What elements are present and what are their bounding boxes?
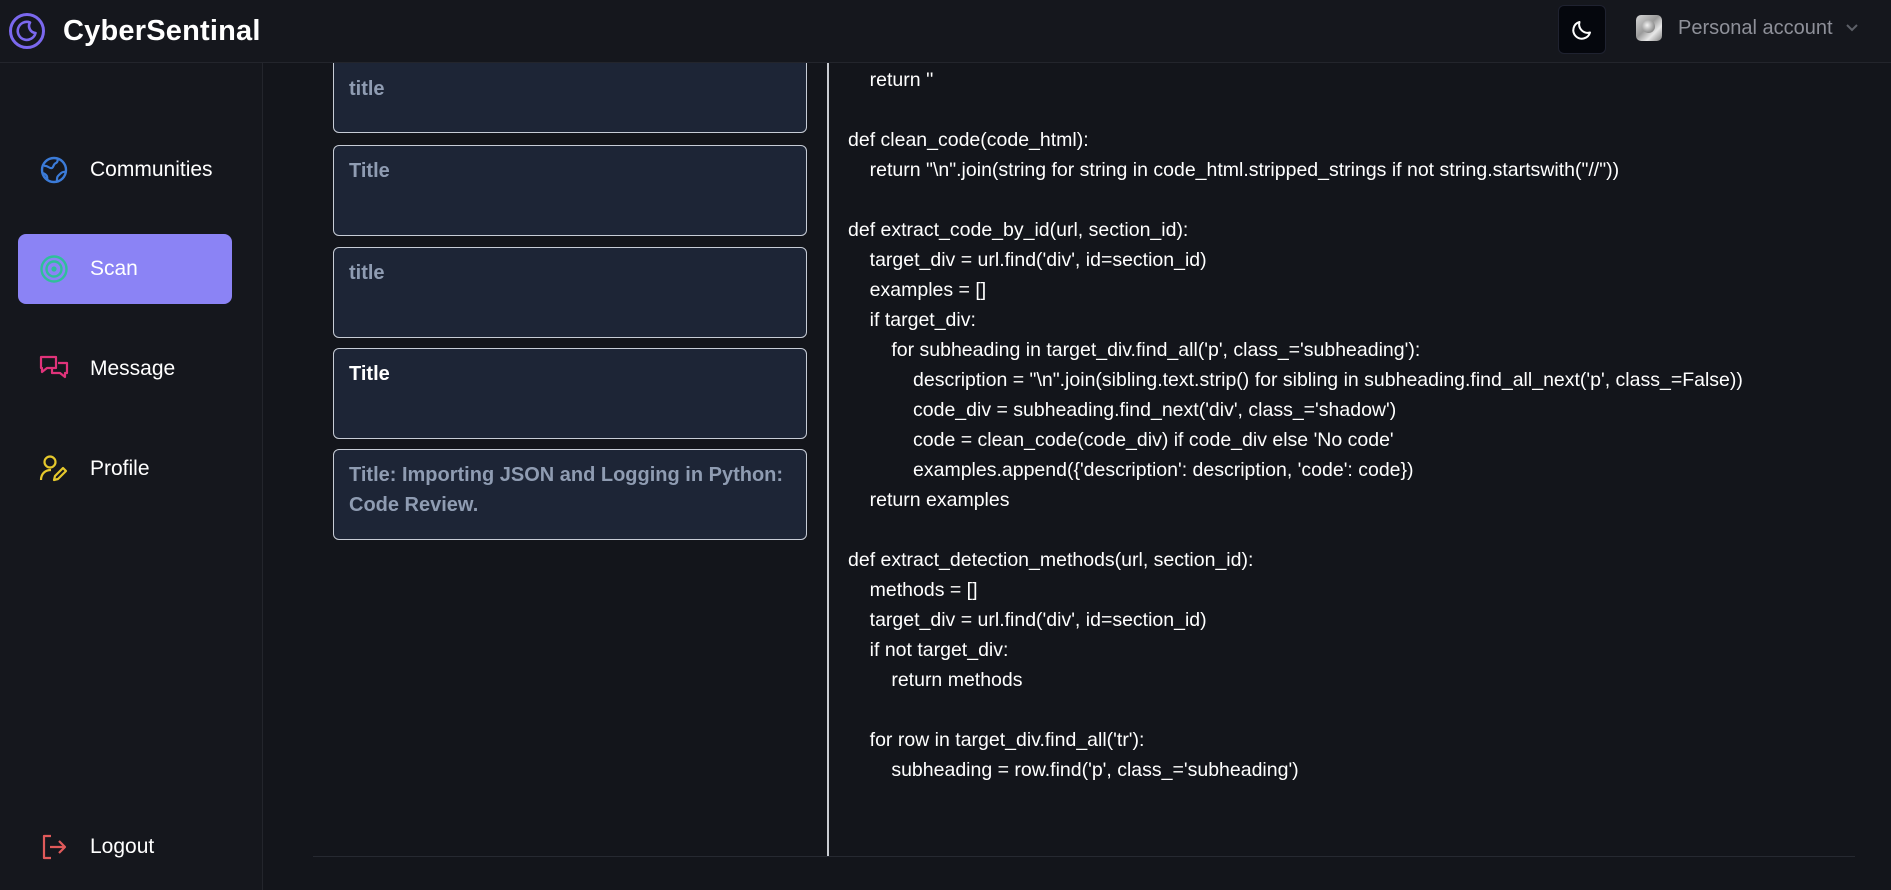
chat-bubbles-icon [38, 353, 70, 385]
code-line: def extract_detection_methods(url, section_id): [848, 549, 1254, 571]
chevron-down-icon [1845, 23, 1859, 33]
top-bar [0, 0, 1891, 63]
account-menu[interactable] [1636, 15, 1859, 41]
theme-toggle-button[interactable] [1558, 5, 1606, 54]
code-line: return examples [848, 489, 1010, 511]
scan-card[interactable] [333, 247, 807, 338]
code-line: def extract_code_by_id(url, section_id): [848, 219, 1189, 241]
logout-icon [38, 831, 70, 863]
avatar [1636, 15, 1662, 41]
scan-card-title: title [349, 78, 385, 100]
sidebar-item-scan[interactable] [18, 234, 232, 304]
scan-card[interactable] [333, 145, 807, 236]
code-line: target_div = url.find('div', id=section_id) [848, 249, 1207, 271]
code-line: code = clean_code(code_div) if code_div else 'No code' [848, 429, 1394, 451]
code-line: examples.append({'description': description, 'code': code}) [848, 459, 1414, 481]
code-line: return "\n".join(string for string in code_html.stripped_strings if not string.startswith("//")) [848, 159, 1620, 181]
moon-icon [1570, 18, 1594, 42]
code-line: examples = [] [848, 279, 987, 301]
code-line: methods = [] [848, 579, 978, 601]
sidebar-item-label: Communities [90, 158, 213, 181]
code-block [848, 35, 1743, 785]
code-line: for subheading in target_div.find_all('p', class_='subheading'): [848, 339, 1421, 361]
account-label: Personal account [1678, 16, 1833, 39]
brand-name: CyberSentinal [63, 14, 261, 47]
code-line: def clean_code(code_html): [848, 129, 1089, 151]
main-content [263, 63, 1891, 890]
code-viewer[interactable] [848, 63, 1888, 780]
code-line: subheading = row.find('p', class_='subheading') [848, 759, 1299, 781]
scan-card-title: Title: Importing JSON and Logging in Python: Code Review. [349, 464, 784, 516]
code-line [848, 185, 1743, 215]
sidebar-item-label: Profile [90, 457, 150, 480]
sidebar-item-communities[interactable] [18, 135, 232, 205]
scan-card-selected[interactable] [333, 348, 807, 439]
sidebar-item-label: Scan [90, 257, 138, 280]
code-line: for row in target_div.find_all('tr'): [848, 729, 1145, 751]
scan-card[interactable] [333, 449, 807, 540]
user-edit-icon [38, 453, 70, 485]
code-line: code_div = subheading.find_next('div', class_='shadow') [848, 399, 1397, 421]
code-line: if not target_div: [848, 639, 1009, 661]
code-line [848, 695, 1743, 725]
globe-icon [38, 154, 70, 186]
scan-card-title: title [349, 262, 385, 284]
logout-button[interactable] [18, 812, 232, 882]
sidebar-item-profile[interactable] [18, 434, 232, 504]
code-line [848, 515, 1743, 545]
code-line: return methods [848, 669, 1023, 691]
target-icon [38, 253, 70, 285]
logout-label: Logout [90, 835, 155, 858]
code-line: description = "\n".join(sibling.text.strip() for sibling in subheading.find_all_next('p', class_=False)) [848, 369, 1743, 391]
sidebar-item-label: Message [90, 357, 176, 380]
code-line: return '' [848, 69, 934, 91]
logo-icon [8, 12, 46, 50]
scan-list [333, 63, 807, 863]
sidebar [0, 63, 263, 890]
scan-card-title: Title [349, 160, 390, 182]
scan-card-title: Title [349, 363, 390, 385]
code-line: target_div = url.find('div', id=section_id) [848, 609, 1207, 631]
sidebar-item-message[interactable] [18, 334, 232, 404]
column-divider [827, 63, 829, 857]
bottom-divider [313, 856, 1855, 857]
code-line [848, 95, 1743, 125]
brand[interactable] [8, 12, 261, 50]
code-line: if target_div: [848, 309, 976, 331]
